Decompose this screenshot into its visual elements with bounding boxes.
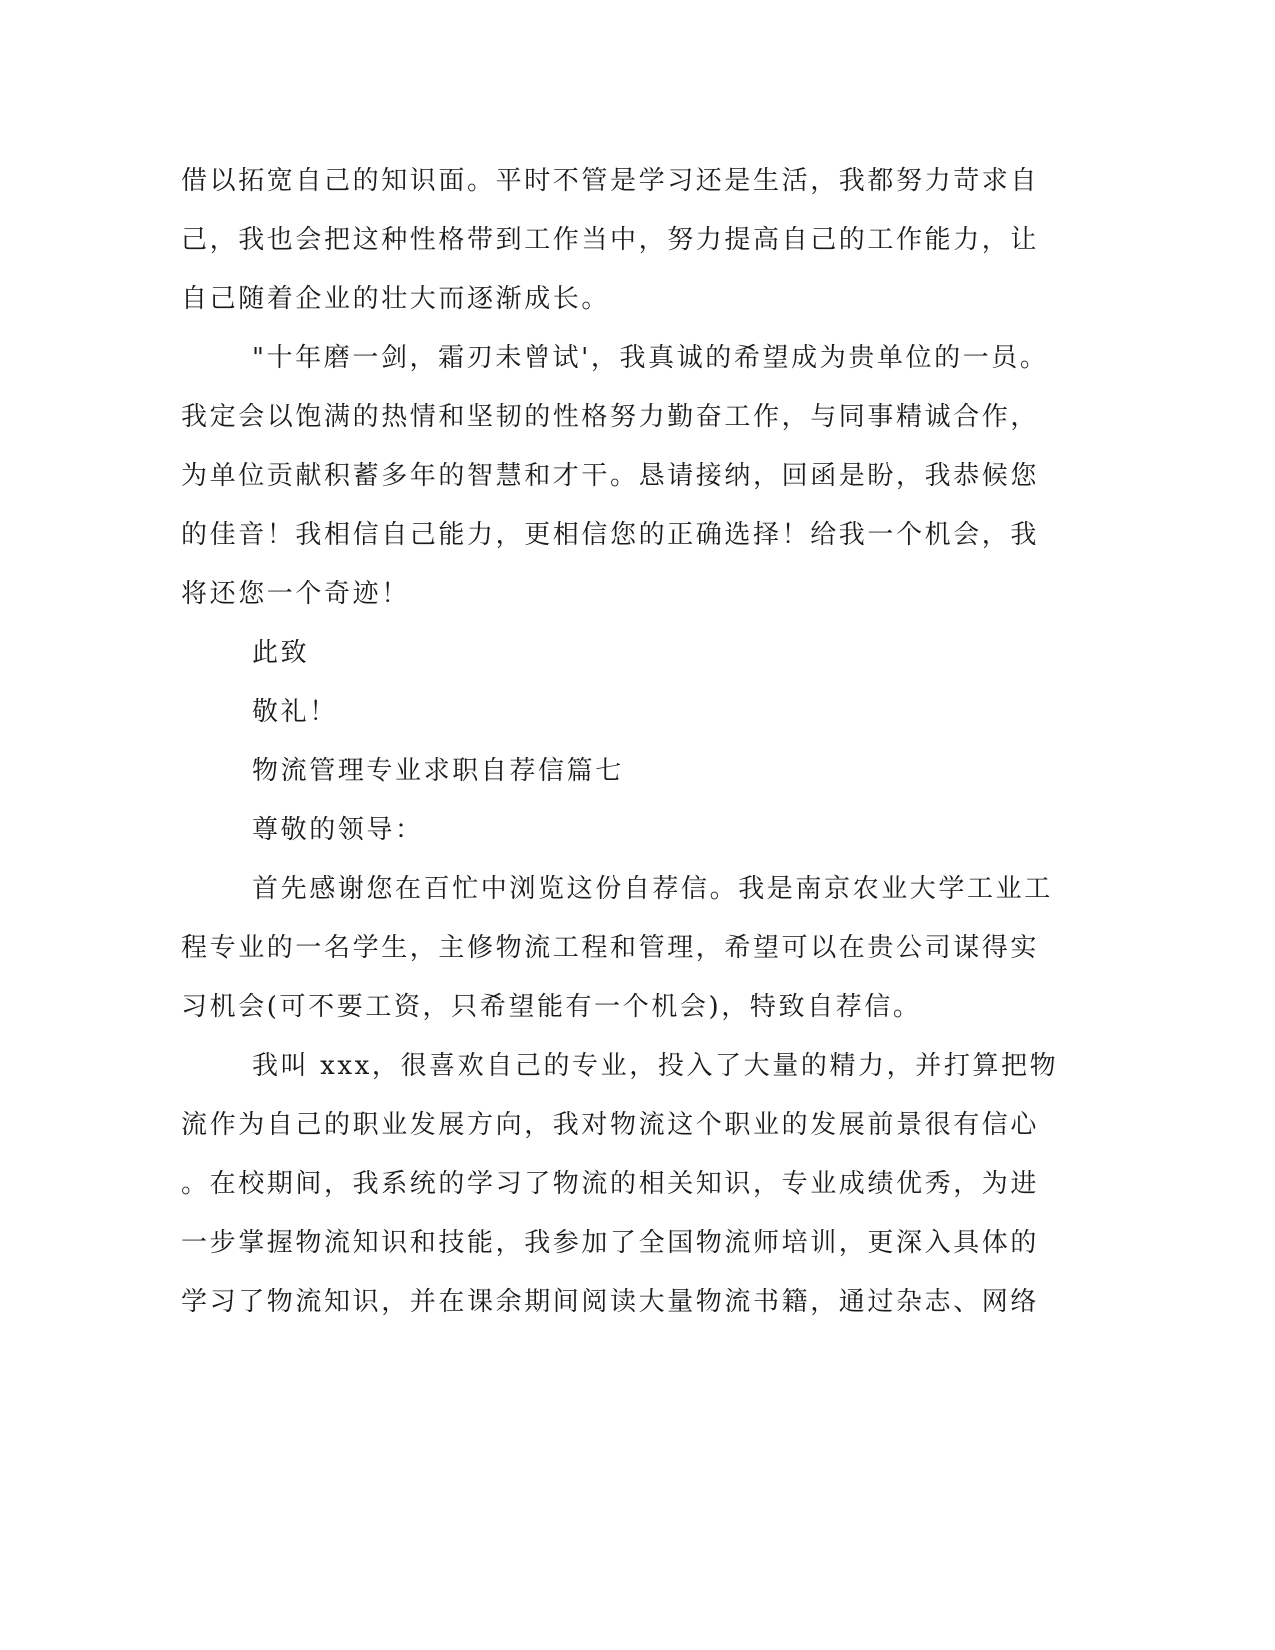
text-line: 首先感谢您在百忙中浏览这份自荐信。我是南京农业大学工业工 xyxy=(252,874,1053,904)
closing-line: 此致 xyxy=(252,638,310,668)
text-line: 一步掌握物流知识和技能，我参加了全国物流师培训，更深入具体的 xyxy=(181,1228,1040,1258)
text-line: 将还您一个奇迹！ xyxy=(181,579,410,609)
text-line: 己，我也会把这种性格带到工作当中，努力提高自己的工作能力，让 xyxy=(181,225,1040,255)
text-line: "十年磨一剑，霜刃未曾试'，我真诚的希望成为贵单位的一员。 xyxy=(252,343,1049,373)
greeting-line: 尊敬的领导： xyxy=(252,815,424,845)
text-line: 习机会(可不要工资，只希望能有一个机会)，特致自荐信。 xyxy=(181,992,922,1022)
text-line: 为单位贡献积蓄多年的智慧和才干。恳请接纳，回函是盼，我恭候您 xyxy=(181,461,1040,491)
text-line: 借以拓宽自己的知识面。平时不管是学习还是生活，我都努力苛求自 xyxy=(181,166,1040,196)
text-line: 我叫 xxx，很喜欢自己的专业，投入了大量的精力，并打算把物 xyxy=(252,1051,1059,1081)
text-line: 的佳音！我相信自己能力，更相信您的正确选择！给我一个机会，我 xyxy=(181,520,1040,550)
salutation-line: 敬礼！ xyxy=(252,697,338,727)
text-line: 学习了物流知识，并在课余期间阅读大量物流书籍，通过杂志、网络 xyxy=(181,1287,1040,1317)
text-line: 程专业的一名学生，主修物流工程和管理，希望可以在贵公司谋得实 xyxy=(181,933,1040,963)
text-line: 流作为自己的职业发展方向，我对物流这个职业的发展前景很有信心 xyxy=(181,1110,1040,1140)
section-title: 物流管理专业求职自荐信篇七 xyxy=(252,756,624,786)
text-line: 。在校期间，我系统的学习了物流的相关知识，专业成绩优秀，为进 xyxy=(181,1169,1040,1199)
text-line: 我定会以饱满的热情和坚韧的性格努力勤奋工作，与同事精诚合作， xyxy=(181,402,1040,432)
text-line: 自己随着企业的壮大而逐渐成长。 xyxy=(181,284,611,314)
